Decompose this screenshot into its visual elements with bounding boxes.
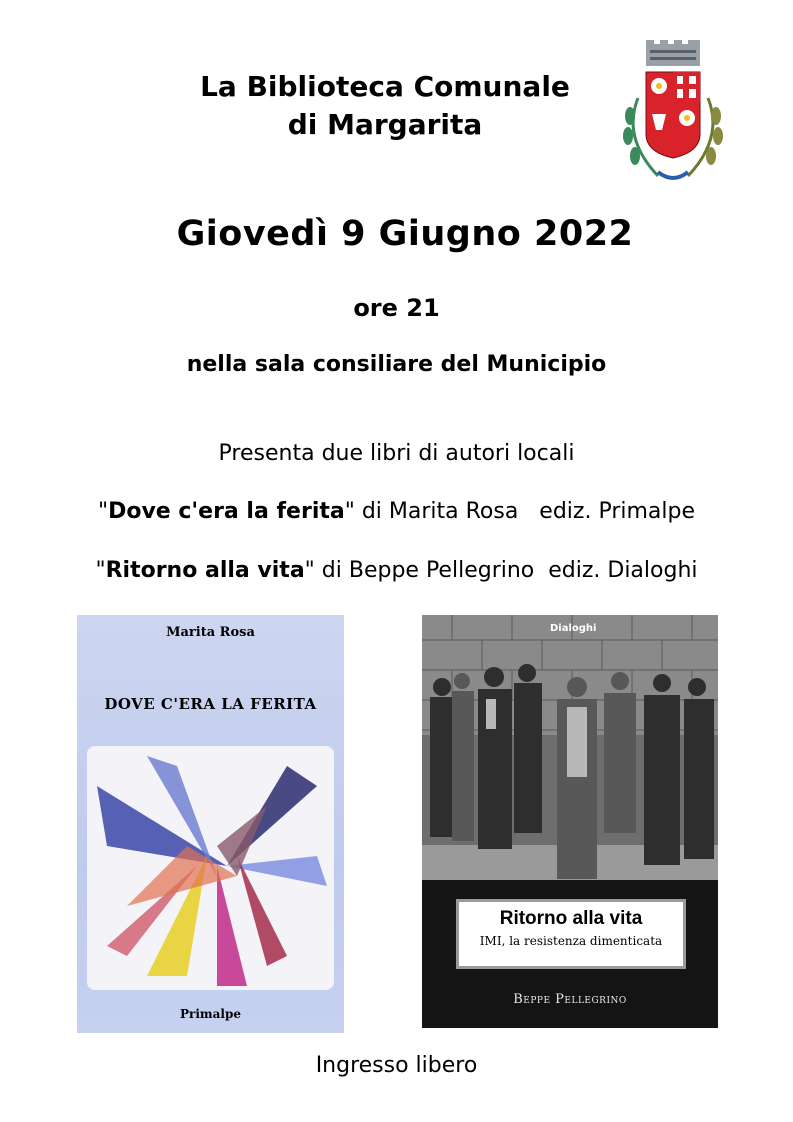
event-date: Giovedì 9 Giugno 2022 <box>176 214 634 254</box>
quote-open: " <box>95 558 106 583</box>
book-entry-2 <box>0 558 793 583</box>
quote-open: " <box>97 499 109 524</box>
cover2-author: Beppe Pellegrino <box>513 992 627 1007</box>
cover1-artwork <box>87 746 334 990</box>
quote-close: " <box>304 558 315 583</box>
event-time: ore 21 <box>353 294 440 322</box>
book-cover-2 <box>422 615 718 1028</box>
municipal-crest-icon <box>608 38 738 188</box>
cover1-title: DOVE C'ERA LA FERITA <box>104 695 317 713</box>
cover2-subtitle: IMI, la resistenza dimenticata <box>479 934 663 948</box>
cover1-author: Marita Rosa <box>166 625 255 640</box>
cover2-photo <box>422 615 718 880</box>
cover1-publisher: Primalpe <box>180 1007 241 1021</box>
book-author-2: di Beppe Pellegrino ediz. Dialoghi <box>314 558 698 583</box>
cover2-title-box <box>456 899 686 969</box>
library-title-line2: di Margarita <box>287 108 483 141</box>
book-title-2: Ritorno alla vita <box>105 558 305 583</box>
book-title-1: Dove c'era la ferita <box>108 499 345 524</box>
library-title-line1: La Biblioteca Comunale <box>200 70 570 103</box>
cover2-title: Ritorno alla vita <box>499 908 643 929</box>
book-cover-1 <box>77 615 344 1033</box>
book-entry-1 <box>0 499 793 524</box>
intro-text: Presenta due libri di autori locali <box>218 441 575 466</box>
entry-note: Ingresso libero <box>315 1053 478 1078</box>
event-place: nella sala consiliare del Municipio <box>186 352 607 377</box>
library-title <box>150 68 620 144</box>
cover2-brand: Dialoghi <box>550 623 597 634</box>
quote-close: " <box>344 499 355 524</box>
book-author-1: di Marita Rosa ediz. Primalpe <box>354 499 696 524</box>
